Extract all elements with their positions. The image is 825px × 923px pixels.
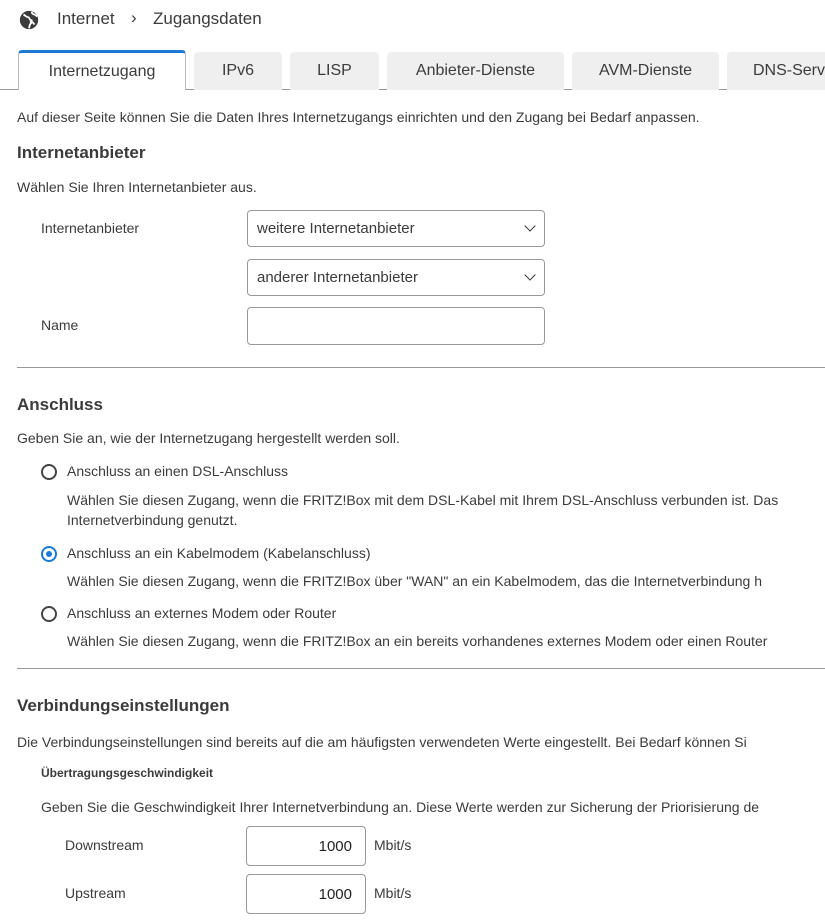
provider-select[interactable] <box>247 210 545 247</box>
speed-subheading: Übertragungsgeschwindigkeit <box>41 766 214 780</box>
upstream-input[interactable]: 1000 <box>246 874 366 914</box>
chevron-down-icon <box>524 220 535 231</box>
breadcrumb-zugangsdaten: Zugangsdaten <box>153 9 262 28</box>
upstream-unit: Mbit/s <box>374 885 412 901</box>
breadcrumb-internet[interactable]: Internet <box>57 9 115 28</box>
tab-avm-dienste[interactable]: AVM-Dienste <box>572 52 719 90</box>
intro-text: Auf dieser Seite können Sie die Daten Ihres Internetzugangs einrichten und den Zugang bei Bedarf anpassen. <box>17 109 700 125</box>
radio-external-desc: Wählen Sie diesen Zugang, wenn die FRITZ!Box an ein bereits vorhandenes externes Modem oder einen Router <box>67 633 768 649</box>
settings-heading: Verbindungseinstellungen <box>17 696 230 715</box>
downstream-unit: Mbit/s <box>374 837 412 853</box>
provider-heading: Internetanbieter <box>17 143 146 162</box>
name-input[interactable] <box>247 307 545 345</box>
connection-heading: Anschluss <box>17 395 103 414</box>
divider <box>17 367 825 368</box>
provider-label: Internetanbieter <box>41 220 140 236</box>
provider-sub-select[interactable] <box>247 259 545 296</box>
radio-dsl[interactable] <box>41 464 57 480</box>
divider <box>17 668 825 669</box>
downstream-label: Downstream <box>65 837 144 853</box>
downstream-input[interactable]: 1000 <box>246 826 366 866</box>
breadcrumb-separator-icon: › <box>131 8 137 27</box>
name-label: Name <box>41 317 79 333</box>
speed-desc: Geben Sie die Geschwindigkeit Ihrer Internetverbindung an. Diese Werte werden zur Sicherung der Priorisierung de <box>41 799 760 815</box>
radio-dsl-desc: Wählen Sie diesen Zugang, wenn die FRITZ!Box mit dem DSL-Kabel mit Ihrem DSL-Anschluss verbunden ist. Das <box>67 492 779 508</box>
provider-select-value: weitere Internetanbieter <box>257 220 415 237</box>
tab-lisp[interactable]: LISP <box>290 52 379 90</box>
radio-cable[interactable] <box>41 546 57 562</box>
radio-external-label[interactable]: Anschluss an externes Modem oder Router <box>67 605 337 621</box>
radio-dsl-desc-2: Internetverbindung genutzt. <box>67 512 238 528</box>
tab-internetzugang[interactable]: Internetzugang <box>18 50 186 90</box>
radio-external[interactable] <box>41 606 57 622</box>
tab-ipv6[interactable]: IPv6 <box>194 52 282 90</box>
provider-sub-select-value: anderer Internetanbieter <box>257 269 418 286</box>
chevron-down-icon <box>524 269 535 280</box>
provider-desc: Wählen Sie Ihren Internetanbieter aus. <box>17 179 257 195</box>
settings-desc: Die Verbindungseinstellungen sind bereits auf die am häufigsten verwendeten Werte eingestellt. Bei Bedarf können Si <box>17 734 747 750</box>
radio-dsl-label[interactable]: Anschluss an einen DSL-Anschluss <box>67 463 289 479</box>
radio-cable-label[interactable]: Anschluss an ein Kabelmodem (Kabelanschluss) <box>67 545 371 561</box>
tab-anbieter-dienste[interactable]: Anbieter-Dienste <box>387 52 564 90</box>
tab-dns-server[interactable]: DNS-Serv <box>727 52 825 90</box>
connection-desc: Geben Sie an, wie der Internetzugang hergestellt werden soll. <box>17 430 400 446</box>
radio-cable-desc: Wählen Sie diesen Zugang, wenn die FRITZ!Box über "WAN" an ein Kabelmodem, das die Internetverbindung h <box>67 573 763 589</box>
globe-icon <box>18 9 40 31</box>
upstream-label: Upstream <box>65 885 126 901</box>
